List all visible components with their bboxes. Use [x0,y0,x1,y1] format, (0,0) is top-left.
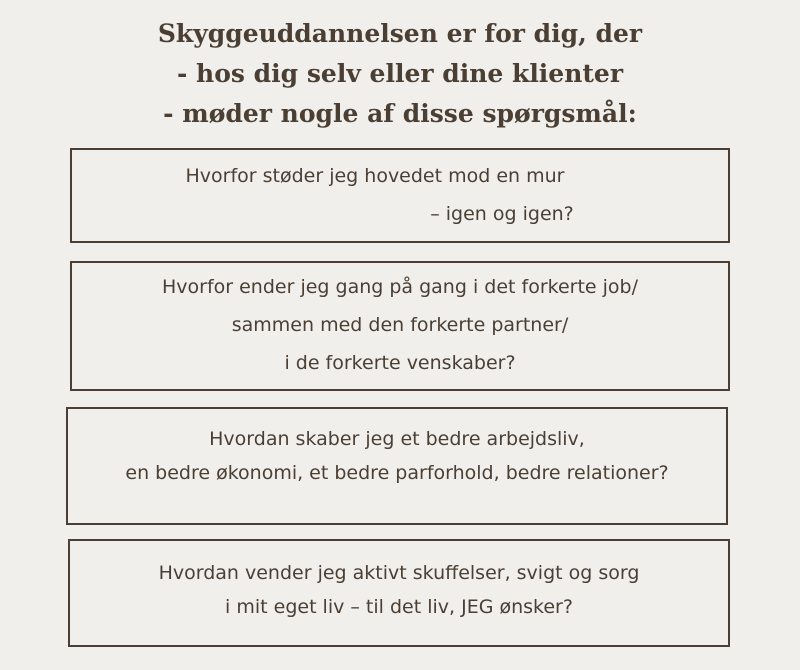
question-4-line-1: Hvordan vender jeg aktivt skuffelser, svigt og sorg [158,562,640,584]
heading-line-2: - hos dig selv eller dine klienter [176,59,624,88]
heading-line-3: - møder nogle af disse spørgsmål: [163,99,637,128]
question-box-4 [68,539,730,647]
heading-line-1: Skyggeuddannelsen er for dig, der [157,19,643,48]
question-box-1 [70,148,730,243]
question-2-line-1: Hvorfor ender jeg gang på gang i det forkerte job/ [161,276,639,298]
question-2-line-2: sammen med den forkerte partner/ [231,314,569,336]
question-box-3 [66,407,728,525]
question-box-2 [70,261,730,391]
page-heading [0,14,800,134]
question-1-line-2: – igen og igen? [430,203,574,225]
question-3-line-2: en bedre økonomi, et bedre parforhold, bedre relationer? [125,462,669,484]
question-3-line-1: Hvordan skaber jeg et bedre arbejdsliv, [209,428,585,450]
question-2-line-3: i de forkerte venskaber? [284,352,516,374]
question-4-line-2: i mit eget liv – til det liv, JEG ønsker? [225,596,573,618]
question-1-line-1: Hvorfor støder jeg hovedet mod en mur [185,165,565,187]
